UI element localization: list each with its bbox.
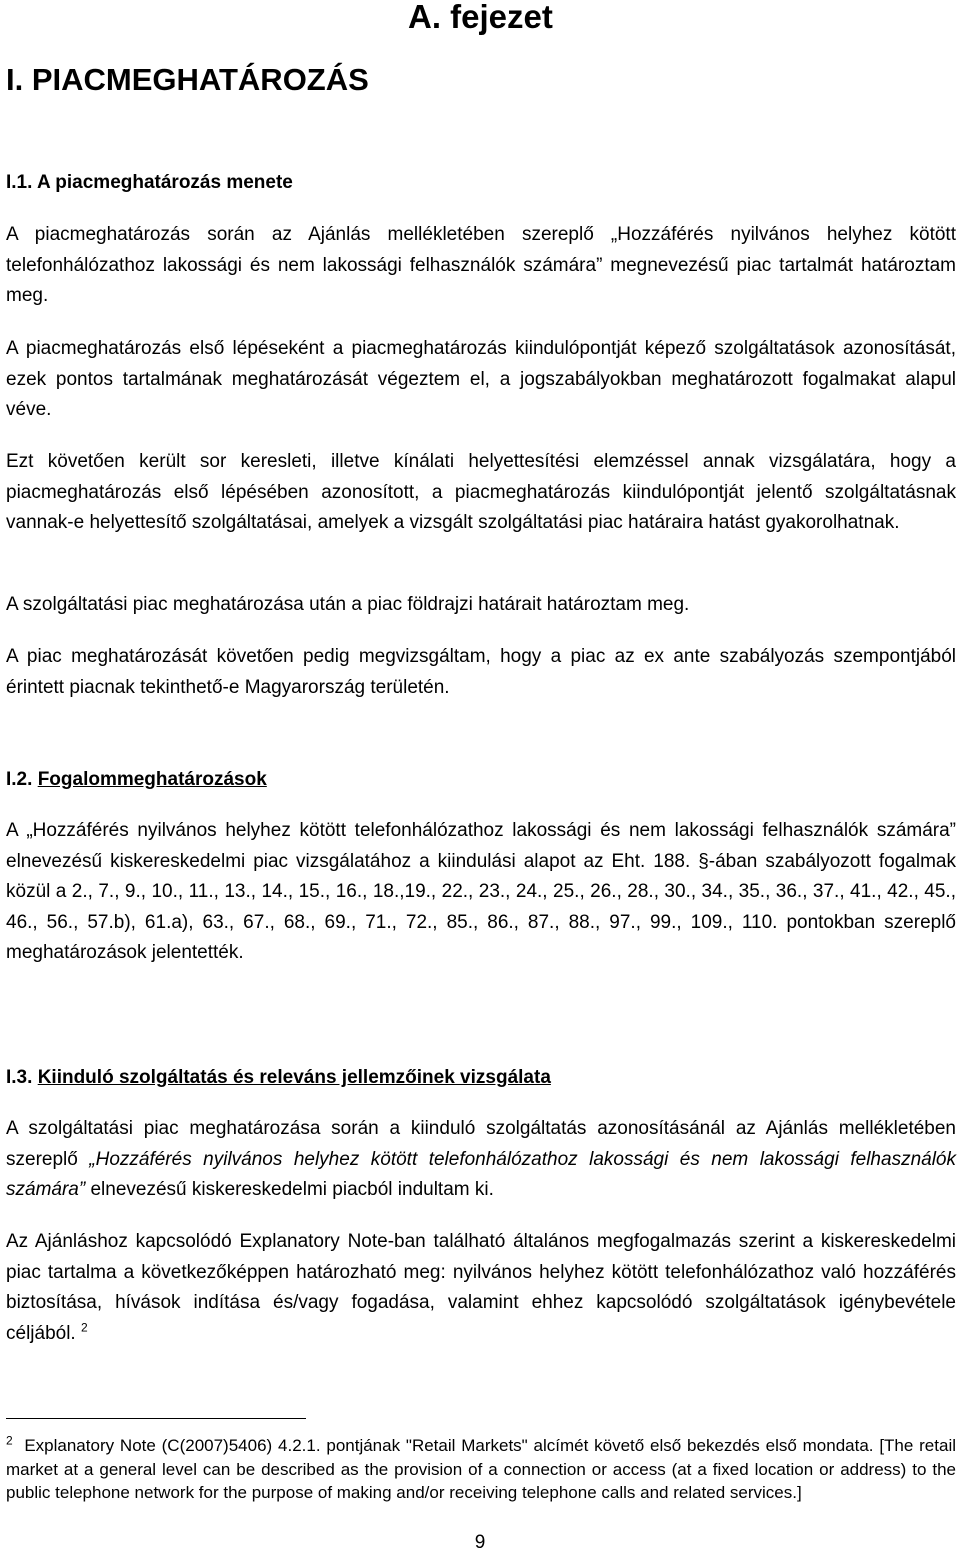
quoted-market-name: „Hozzáférés nyilvános helyhez kötött telefonhálózathoz lakossági és nem lakossági felhasználók számára”	[6, 1148, 956, 1200]
footnote-text: Explanatory Note (C(2007)5406) 4.2.1. pontjának "Retail Markets" alcímét követő első bekezdés első mondata. [The retail market at a general level can be described as the provision of a connection or access (at a fixed location or address) to the public telephone network for the purpose of making and/or receiving telephone calls and related services.]	[6, 1436, 956, 1502]
page-number: 9	[474, 1532, 486, 1553]
footnote-divider	[6, 1418, 306, 1419]
footnote	[6, 1434, 956, 1505]
paragraph	[6, 1114, 956, 1206]
section-heading-3	[6, 1065, 551, 1091]
paragraph: A szolgáltatási piac meghatározása után a piac földrajzi határait határoztam meg.	[6, 594, 690, 615]
paragraph-text: Az Ajánláshoz kapcsolódó Explanatory Note-ban található általános megfogalmazás szerint a kiskereskedelmi piac tartalma a következőképpen határozható meg: nyilvános helyhez kötött telefonhálózathoz való hozzáférés biztosítása, hívások indítása és/vagy fogadása, valamint ehhez kapcsolódó szolgáltatások igénybevétele céljából.	[6, 1231, 956, 1344]
section-heading-1	[6, 170, 293, 196]
paragraph	[6, 1227, 956, 1349]
paragraph: A „Hozzáférés nyilvános helyhez kötött telefonhálózathoz lakossági és nem lakossági felhasználók számára” elnevezésű kiskereskedelmi piac vizsgálatához a kiindulási alapot az Eht. 188. §-ában szabályozott fogalmak közül a 2., 7., 9., 10., 11., 13., 14., 15., 16., 18.,19., 22., 23., 24., 25., 26., 28., 30., 34., 35., 36., 37., 41., 42., 45., 46., 56., 57.b), 61.a), 63., 67., 68., 69., 71., 72., 85., 86., 87., 88., 97., 99., 109., 110. pontokban szereplő meghatározások jelentették.	[6, 820, 956, 963]
paragraph: A piac meghatározását követően pedig megvizsgáltam, hogy a piac az ex ante szabályozás szempontjából érintett piacnak tekinthető-e Magyarország területén.	[6, 646, 956, 698]
section-number: I.2.	[6, 769, 33, 790]
paragraph: A piacmeghatározás első lépéseként a piacmeghatározás kiindulópontját képező szolgáltatások azonosítását, ezek pontos tartalmának meghatározását végeztem el, a jogszabályokban meghatározott fogalmakat alapul véve.	[6, 338, 956, 420]
section-title: Fogalommeghatározások	[37, 769, 267, 790]
paragraph-text: elnevezésű kiskereskedelmi piacból indultam ki.	[85, 1179, 494, 1200]
footnote-reference[interactable]: 2	[81, 1320, 88, 1335]
footnote-marker: 2	[6, 1433, 13, 1448]
section-heading-2	[6, 767, 267, 793]
section-number: I.3.	[6, 1067, 33, 1088]
paragraph: Ezt követően került sor keresleti, illetve kínálati helyettesítési elemzéssel annak vizsgálatára, hogy a piacmeghatározás első lépésében azonosított, a piacmeghatározás kiindulópontját jelentő szolgáltatásnak vannak-e helyettesítő szolgáltatásai, amelyek a vizsgált szolgáltatási piac határaira hatást gyakorolhatnak.	[6, 451, 956, 533]
section-title: A piacmeghatározás menete	[36, 172, 293, 193]
chapter-heading: A. fejezet	[408, 0, 553, 35]
paragraph: A piacmeghatározás során az Ajánlás mellékletében szereplő „Hozzáférés nyilvános helyhez kötött telefonhálózathoz lakossági és nem lakossági felhasználók számára” megnevezésű piac tartalmát határoztam meg.	[6, 224, 956, 306]
section-number: I.1.	[6, 172, 33, 193]
part-title: I. PIACMEGHATÁROZÁS	[6, 62, 369, 97]
paragraph-text: A szolgáltatási piac meghatározása során a kiinduló szolgáltatás azonosításánál az Ajánlás mellékletében szereplő	[6, 1118, 956, 1170]
section-title: Kiinduló szolgáltatás és releváns jellemzőinek vizsgálata	[37, 1067, 551, 1088]
